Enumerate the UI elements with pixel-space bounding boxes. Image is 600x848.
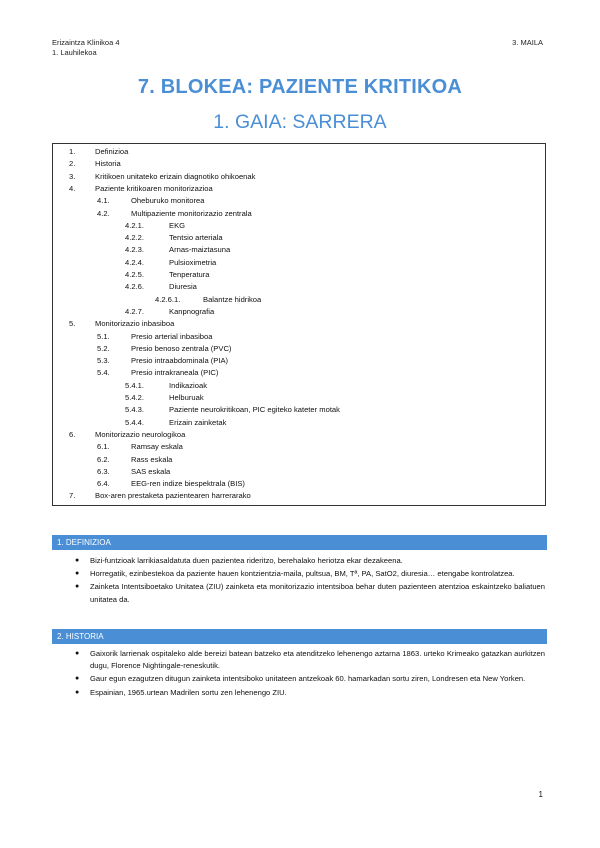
bullet-item bbox=[75, 687, 545, 699]
toc-entry-text: Paziente kritikoaren monitorizazioa bbox=[95, 183, 213, 193]
toc-entry-number: 5.2. bbox=[97, 343, 110, 353]
toc-entry-number: 4.2.6.1. bbox=[155, 294, 181, 304]
toc-entry-text: Oheburuko monitorea bbox=[131, 196, 205, 206]
section-heading-definizioa: 1. DEFINIZIOA bbox=[52, 535, 547, 550]
toc-entry-text: SAS eskala bbox=[131, 466, 171, 476]
toc-entry-text: Arnas-maiztasuna bbox=[169, 245, 231, 255]
toc-entry-text: Historia bbox=[95, 159, 121, 169]
course-name: Erizaintza Klinikoa 4 bbox=[52, 38, 120, 47]
toc-entry-number: 4.2.4. bbox=[125, 257, 144, 267]
bullet-text: Horregatik, ezinbestekoa da paziente hauen kontzientzia-maila, pultsua, BM, Tª, PA, SatO2, diuresia… etengabe kontrolatzea. bbox=[90, 569, 515, 579]
bullet-text: Bizi-funtzioak larrikiasaldatuta duen pazientea rideritzo, berehalako heriotza ekar dezakeena. bbox=[90, 556, 403, 565]
topic-title: 1. GAIA: SARRERA bbox=[213, 111, 387, 133]
toc-entry-number: 4.2.2. bbox=[125, 233, 144, 243]
toc-entry-text: Kanpnografia bbox=[169, 306, 215, 316]
toc-entry-number: 7. bbox=[69, 491, 76, 501]
toc-entry-number: 3. bbox=[69, 171, 76, 181]
toc-entry-text: Tentsio arteriala bbox=[169, 233, 223, 243]
bullet-item bbox=[75, 648, 545, 672]
bullet-item bbox=[75, 581, 545, 605]
table-of-contents bbox=[52, 143, 546, 506]
toc-entry-text: EEG-ren indize biespektrala (BIS) bbox=[131, 479, 245, 489]
toc-entry-text: Box-aren prestaketa pazientearen harrerarako bbox=[95, 491, 251, 501]
toc-entry-text: Monitorizazio inbasiboa bbox=[95, 319, 175, 329]
toc-entry-number: 6.3. bbox=[97, 466, 110, 476]
toc-entry-number: 6. bbox=[69, 429, 76, 439]
toc-entry-number: 5.3. bbox=[97, 356, 110, 366]
course-level: 3. MAILA bbox=[512, 38, 543, 47]
toc-entry-number: 4. bbox=[69, 183, 76, 193]
bullet-dot-icon: ● bbox=[75, 570, 80, 578]
toc-entry-number: 5. bbox=[69, 319, 76, 329]
toc-entry-number: 1. bbox=[69, 147, 76, 156]
toc-entry-number: 5.4. bbox=[97, 368, 110, 378]
toc-entry-number: 6.1. bbox=[97, 442, 110, 452]
section-body-definizioa bbox=[75, 555, 545, 607]
toc-entry-number: 4.2.5. bbox=[125, 270, 144, 279]
toc-entry-text: Helburuak bbox=[169, 393, 204, 402]
document-header-left bbox=[52, 38, 120, 58]
toc-entry-text: Ramsay eskala bbox=[131, 442, 183, 452]
toc-entry-number: 2. bbox=[69, 159, 76, 169]
toc-entry-text: Multipaziente monitorizazio zentrala bbox=[131, 208, 252, 218]
toc-entry-number: 5.4.1. bbox=[125, 380, 144, 390]
toc-entry-text: Tenperatura bbox=[169, 270, 210, 279]
bullet-item bbox=[75, 568, 545, 580]
toc-entry-text: Indikazioak bbox=[169, 380, 207, 390]
toc-entry-text: Kritikoen unitateko erizain diagnotiko ohikoenak bbox=[95, 171, 256, 181]
bullet-dot-icon: ● bbox=[75, 583, 80, 591]
toc-entry-text: Presio intraabdominala (PIA) bbox=[131, 356, 229, 366]
toc-entry-text: EKG bbox=[169, 220, 186, 230]
bullet-text: Gaixorik larrienak ospitaleko alde bereizi batean batzeko eta atenditzeko lehenengo aztarna 1863. urteko Krimeako gatazkan aurkitzen dugu, Florence Nightingale-reneskutik. bbox=[90, 649, 545, 671]
toc-entry-number: 6.2. bbox=[97, 454, 110, 464]
toc-entry-number: 4.2.6. bbox=[125, 282, 144, 292]
toc-entry-text: Diuresia bbox=[169, 282, 197, 292]
toc-entry-text: Erizain zainketak bbox=[169, 417, 227, 427]
semester: 1. Lauhilekoa bbox=[52, 48, 97, 57]
toc-entry-number: 4.2.1. bbox=[125, 220, 144, 230]
bullet-text: Gaur egun ezagutzen ditugun zainketa intentsiboko unitateen antzekoak 60. hamarkadan sortu ziren, Londresen eta New Yorken. bbox=[90, 674, 526, 684]
toc-entry-text: Monitorizazio neurologikoa bbox=[95, 429, 186, 439]
toc-entry-text: Presio arterial inbasiboa bbox=[131, 331, 213, 341]
toc-entry-text: Balantze hidrikoa bbox=[203, 294, 262, 304]
section-heading-historia: 2. HISTORIA bbox=[52, 629, 547, 644]
toc-entry-text: Paziente neurokritikoan, PIC egiteko kateter motak bbox=[169, 405, 340, 415]
bullet-item bbox=[75, 673, 545, 685]
toc-entry-number: 4.2.3. bbox=[125, 245, 144, 255]
toc-entry-number: 6.4. bbox=[97, 479, 110, 489]
page-number: 1 bbox=[538, 790, 543, 799]
toc-entry-text: Rass eskala bbox=[131, 454, 173, 464]
toc-entry-text: Pulsioximetria bbox=[169, 257, 217, 267]
bullet-dot-icon: ● bbox=[75, 675, 80, 683]
toc-entry-number: 5.4.4. bbox=[125, 417, 144, 427]
bullet-text: Zainketa Intentsiboetako Unitatea (ZIU) zainketa eta monitorizazio intentsiboa behar duten pazienteen atentzioa eskaintzeko baliatuen unitatea da. bbox=[90, 582, 545, 604]
toc-entry-number: 5.4.2. bbox=[125, 393, 144, 402]
toc-entry-text: Presio intrakraneala (PIC) bbox=[131, 368, 219, 378]
toc-entry-number: 4.1. bbox=[97, 196, 110, 206]
bullet-dot-icon: ● bbox=[75, 557, 80, 564]
bullet-text: Espainian, 1965.urtean Madrilen sortu zen lehenengo ZIU. bbox=[90, 687, 287, 697]
bullet-dot-icon: ● bbox=[75, 688, 80, 696]
toc-entry-number: 4.2.7. bbox=[125, 306, 144, 316]
toc-entry-text: Presio benoso zentrala (PVC) bbox=[131, 343, 232, 353]
bullet-dot-icon: ● bbox=[75, 650, 80, 657]
section-body-historia bbox=[75, 648, 545, 700]
toc-entry-number: 5.1. bbox=[97, 331, 110, 341]
bullet-item bbox=[75, 555, 545, 567]
toc-entry-number: 4.2. bbox=[97, 208, 110, 218]
toc-entry-text: Definizioa bbox=[95, 147, 129, 156]
block-title: 7. BLOKEA: PAZIENTE KRITIKOA bbox=[137, 76, 463, 98]
toc-entry-number: 5.4.3. bbox=[125, 405, 144, 415]
